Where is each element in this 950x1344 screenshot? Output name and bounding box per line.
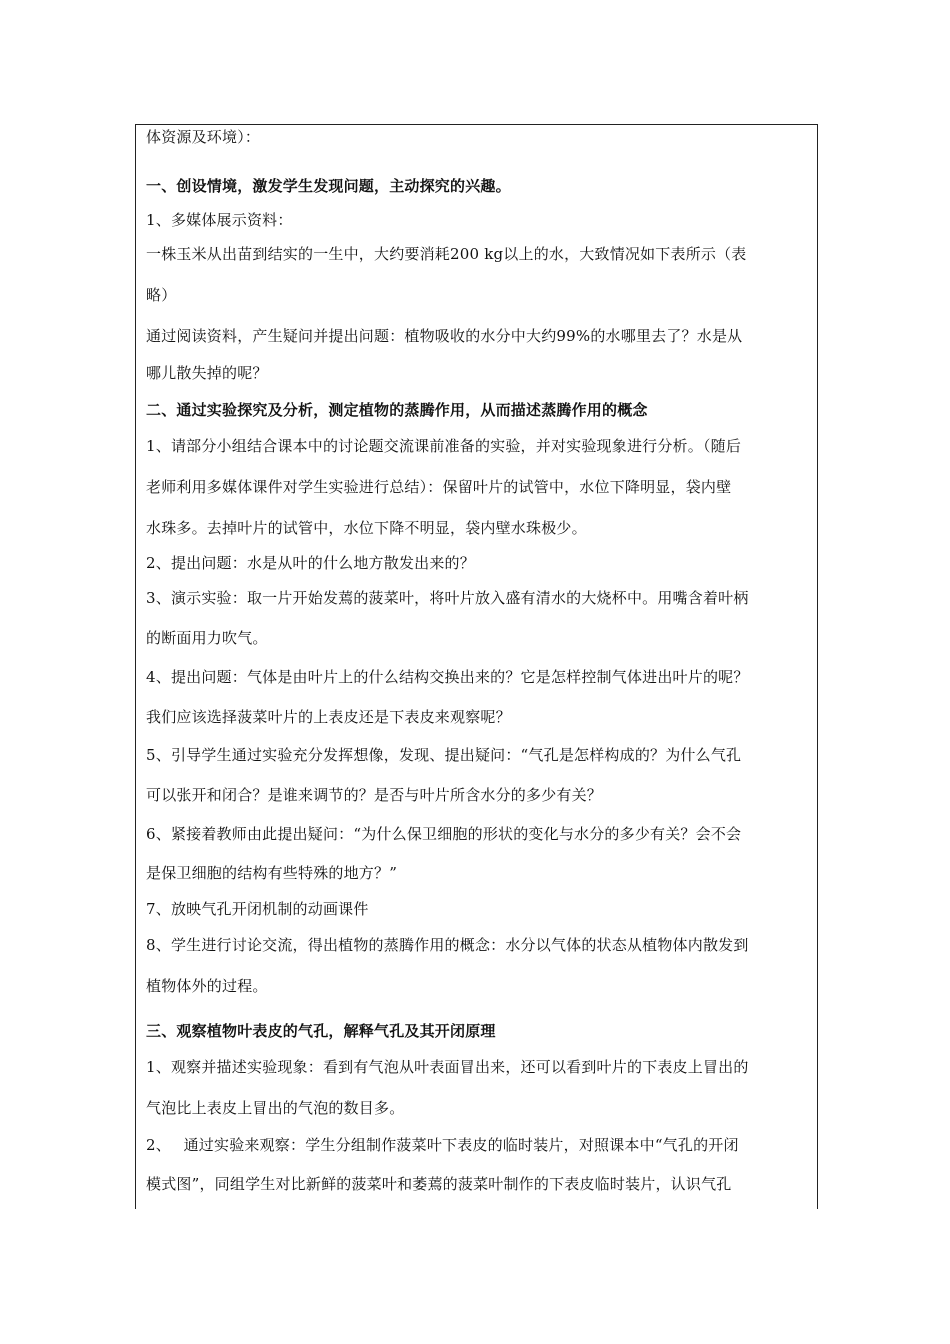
text-line: 老师利用多媒体课件对学生实验进行总结）：保留叶片的试管中，水位下降明显，袋内壁 — [146, 478, 732, 496]
text-line: 一株玉米从出苗到结实的一生中，大约要消耗200 kg以上的水，大致情况如下表所示（表 — [146, 245, 747, 263]
text-line: 略） — [146, 286, 177, 304]
section-heading-2: 二、通过实验探究及分析，测定植物的蒸腾作用，从而描述蒸腾作用的概念 — [146, 401, 648, 419]
text-line: 模式图”，同组学生对比新鲜的菠菜叶和萎蔫的菠菜叶制作的下表皮临时装片，认识气孔 — [146, 1175, 732, 1193]
text-line: 8、学生进行讨论交流，得出植物的蒸腾作用的概念：水分以气体的状态从植物体内散发到 — [146, 936, 749, 954]
text-line: 可以张开和闭合？是谁来调节的？是否与叶片所含水分的多少有关？ — [146, 786, 603, 804]
text-line: 7、放映气孔开闭机制的动画课件 — [146, 900, 369, 918]
text-line: 1、观察并描述实验现象：看到有气泡从叶表面冒出来，还可以看到叶片的下表皮上冒出的 — [146, 1058, 749, 1076]
text-line: 4、提出问题：气体是由叶片上的什么结构交换出来的？它是怎样控制气体进出叶片的呢？ — [146, 668, 749, 686]
text-line: 2、提出问题：水是从叶的什么地方散发出来的？ — [146, 554, 475, 572]
text-line: 植物体外的过程。 — [146, 977, 268, 995]
text-line: 气泡比上表皮上冒出的气泡的数目多。 — [146, 1099, 405, 1117]
text-line: 1、多媒体展示资料： — [146, 211, 293, 229]
text-line: 3、演示实验：取一片开始发蔫的菠菜叶，将叶片放入盛有清水的大烧杯中。用嘴含着叶柄 — [146, 589, 749, 607]
text-line: 我们应该选择菠菜叶片的上表皮还是下表皮来观察呢？ — [146, 708, 511, 726]
text-line: 水珠多。去掉叶片的试管中，水位下降不明显，袋内壁水珠极少。 — [146, 519, 587, 537]
section-heading-1: 一、创设情境，激发学生发现问题，主动探究的兴趣。 — [146, 177, 511, 195]
text-line: 哪儿散失掉的呢？ — [146, 364, 268, 382]
text-line: 6、紧接着教师由此提出疑问：“为什么保卫细胞的形状的变化与水分的多少有关？会不会 — [146, 825, 742, 843]
text-line: 是保卫细胞的结构有些特殊的地方？” — [146, 864, 398, 882]
text-line: 5、引导学生通过实验充分发挥想像，发现、提出疑问：“气孔是怎样构成的？为什么气孔 — [146, 746, 742, 764]
text-line: 1、请部分小组结合课本中的讨论题交流课前准备的实验，并对实验现象进行分析。（随后 — [146, 437, 742, 455]
section-heading-3: 三、观察植物叶表皮的气孔，解释气孔及其开闭原理 — [146, 1022, 496, 1040]
document-table-cell — [135, 124, 818, 1209]
text-line: 2、 通过实验来观察：学生分组制作菠菜叶下表皮的临时装片，对照课本中“气孔的开闭 — [146, 1136, 739, 1154]
text-line: 体资源及环境）： — [146, 128, 261, 146]
text-line: 通过阅读资料，产生疑问并提出问题：植物吸收的水分中大约99%的水哪里去了？水是从 — [146, 327, 743, 345]
text-line: 的断面用力吹气。 — [146, 629, 268, 647]
